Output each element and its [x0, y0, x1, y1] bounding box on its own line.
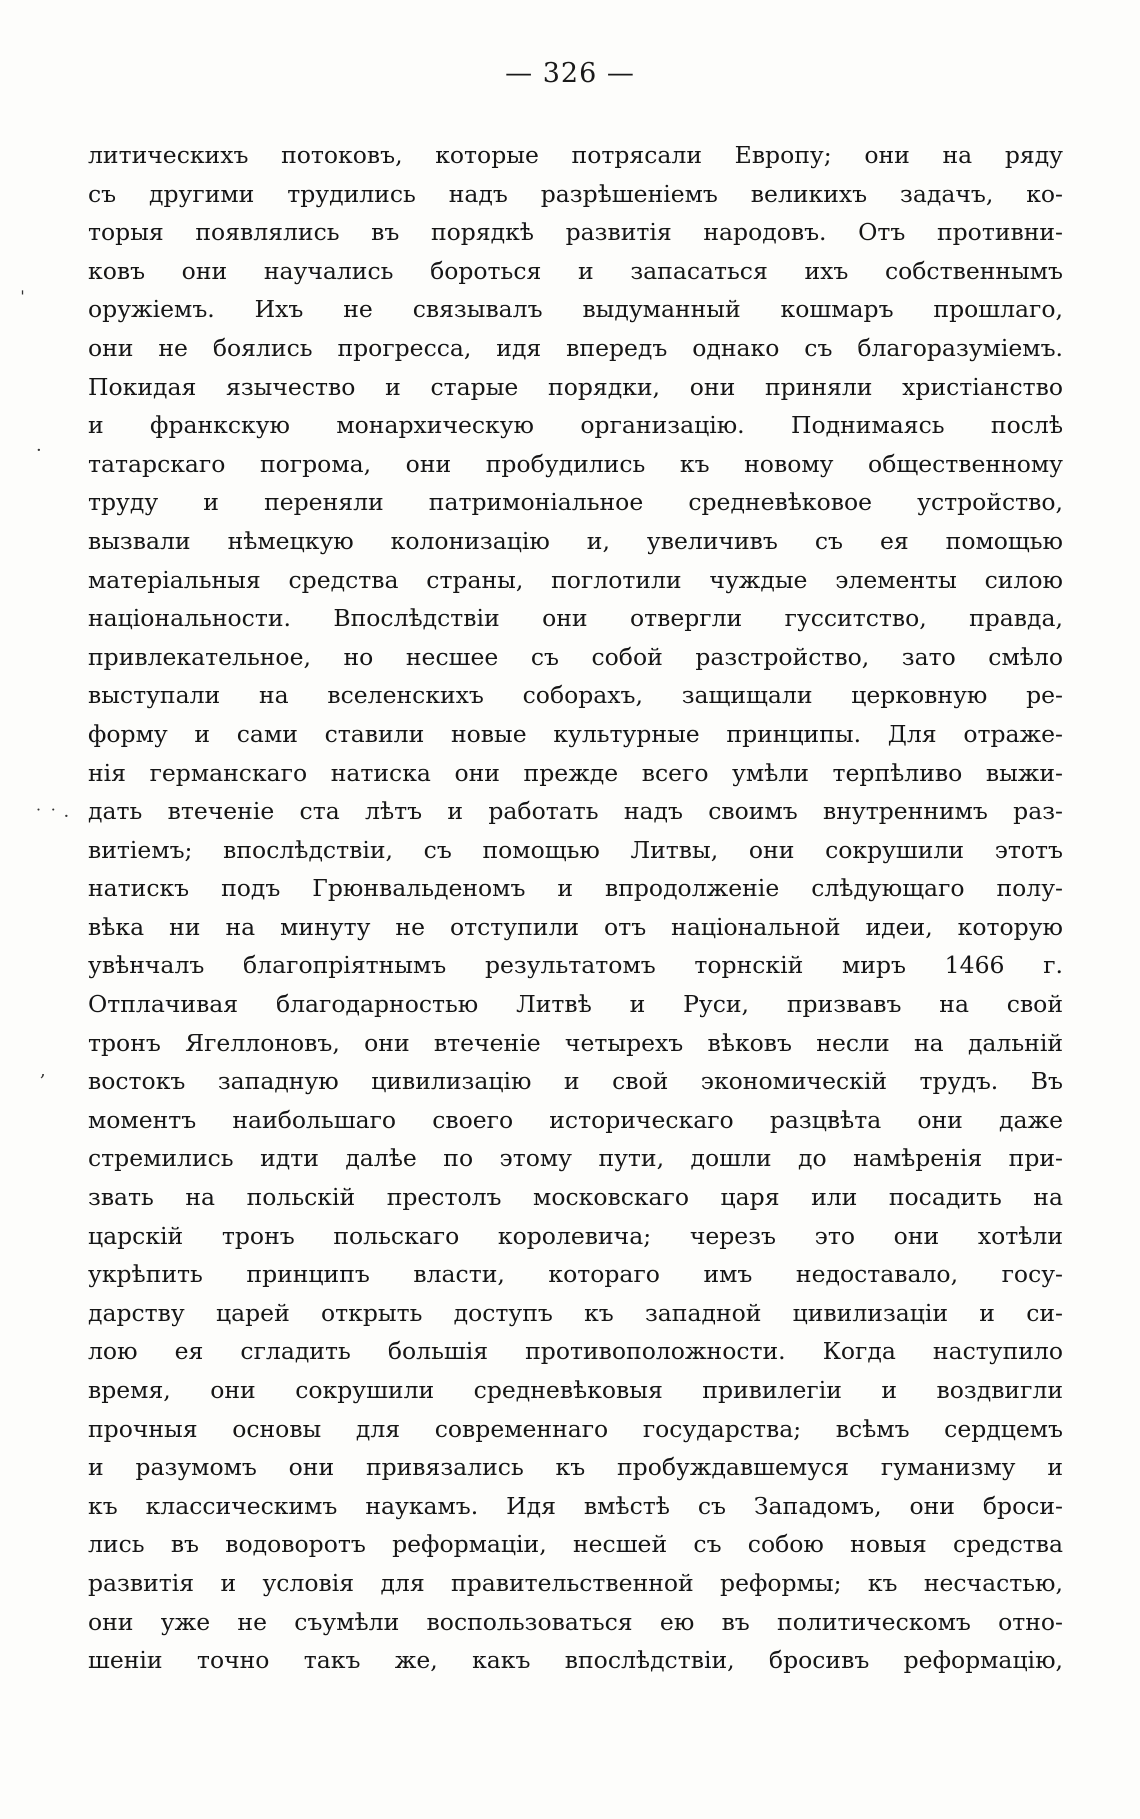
text-line: стремились идти далѣе по этому пути, дошли до намѣренія при- [88, 1144, 1063, 1173]
text-line: ковъ они научались бороться и запасаться ихъ собственнымъ [88, 256, 1063, 285]
margin-mark: · [36, 440, 42, 461]
text-line: литическихъ потоковъ, которые потрясали Европу; они на ряду [88, 141, 1063, 169]
text-line: время, они сокрушили средневѣковыя привилегіи и воздвигли [88, 1376, 1063, 1404]
text-line: развитія и условія для правительственной реформы; къ несчастью, [88, 1568, 1063, 1597]
text-line: прочныя основы для современнаго государства; всѣмъ сердцемъ [88, 1414, 1063, 1443]
margin-mark: ˙ ˙ · [34, 806, 70, 827]
text-line: дарству царей открыть доступъ къ западной цивилизаціи и си- [88, 1298, 1063, 1327]
text-line: востокъ западную цивилизацію и свой экономическій трудъ. Въ [88, 1067, 1063, 1096]
text-line: увѣнчалъ благопріятнымъ результатомъ торнскій миръ 1466 г. [88, 951, 1063, 980]
text-line: укрѣпить принципъ власти, котораго имъ недоставало, госу- [88, 1260, 1063, 1289]
page-number: — 326 — [505, 58, 635, 89]
text-line: натискъ подъ Грюнвальденомъ и впродолженіе слѣдующаго полу- [88, 874, 1063, 903]
text-line: витіемъ; впослѣдствіи, съ помощью Литвы, они сокрушили этотъ [88, 835, 1063, 864]
text-line: моментъ наибольшаго своего историческаго разцвѣта они даже [88, 1105, 1063, 1134]
text-line: форму и сами ставили новые культурные принципы. Для отраже- [88, 719, 1063, 748]
text-line: матеріальныя средства страны, поглотили чуждые элементы силою [88, 565, 1063, 594]
text-line: торыя появлялись въ порядкѣ развитія народовъ. Отъ противни- [88, 218, 1063, 247]
text-line: татарскаго погрома, они пробудились къ новому общественному [88, 449, 1063, 478]
text-line: дать втеченіе ста лѣтъ и работать надъ своимъ внутреннимъ раз- [88, 797, 1063, 826]
margin-mark: , [40, 1060, 46, 1081]
text-line: они уже не съумѣли воспользоваться ею въ политическомъ отно- [88, 1607, 1063, 1636]
text-line: выступали на вселенскихъ соборахъ, защищали церковную ре- [88, 681, 1063, 710]
text-line: звать на польскій престолъ московскаго царя или посадить на [88, 1183, 1063, 1212]
text-line: они не боялись прогресса, идя впередъ однако съ благоразуміемъ. [88, 333, 1063, 362]
body-text [88, 136, 1063, 1680]
text-line: царскій тронъ польскаго королевича; черезъ это они хотѣли [88, 1221, 1063, 1250]
text-line: вѣка ни на минуту не отступили отъ національной идеи, которую [88, 912, 1063, 941]
text-line: и разумомъ они привязались къ пробуждавшемуся гуманизму и [88, 1453, 1063, 1482]
text-line: шеніи точно такъ же, какъ впослѣдствіи, бросивъ реформацію, [88, 1646, 1063, 1675]
text-line: Отплачивая благодарностью Литвѣ и Руси, призвавъ на свой [88, 990, 1063, 1019]
text-line: съ другими трудились надъ разрѣшеніемъ великихъ задачъ, ко- [88, 179, 1063, 208]
text-line: національности. Впослѣдствіи они отвергли гусситство, правда, [88, 604, 1063, 633]
text-line: Покидая язычество и старые порядки, они приняли христіанство [88, 372, 1063, 401]
text-line: и франкскую монархическую организацію. Поднимаясь послѣ [88, 411, 1063, 440]
text-line: привлекательное, но несшее съ собой разстройство, зато смѣло [88, 642, 1063, 671]
margin-mark: ˈ [20, 288, 25, 309]
text-line: вызвали нѣмецкую колонизацію и, увеличивъ съ ея помощью [88, 526, 1063, 555]
text-line: нія германскаго натиска они прежде всего умѣли терпѣливо выжи- [88, 758, 1063, 787]
text-line: къ классическимъ наукамъ. Идя вмѣстѣ съ Западомъ, они броси- [88, 1491, 1063, 1520]
text-line: лись въ водоворотъ реформаціи, несшей съ собою новыя средства [88, 1530, 1063, 1559]
text-line: лою ея сгладить большія противоположности. Когда наступило [88, 1337, 1063, 1366]
text-line: труду и переняли патримоніальное средневѣковое устройство, [88, 488, 1063, 517]
text-line: тронъ Ягеллоновъ, они втеченіе четырехъ вѣковъ несли на дальній [88, 1028, 1063, 1057]
text-line: оружіемъ. Ихъ не связывалъ выдуманный кошмаръ прошлаго, [88, 295, 1063, 324]
